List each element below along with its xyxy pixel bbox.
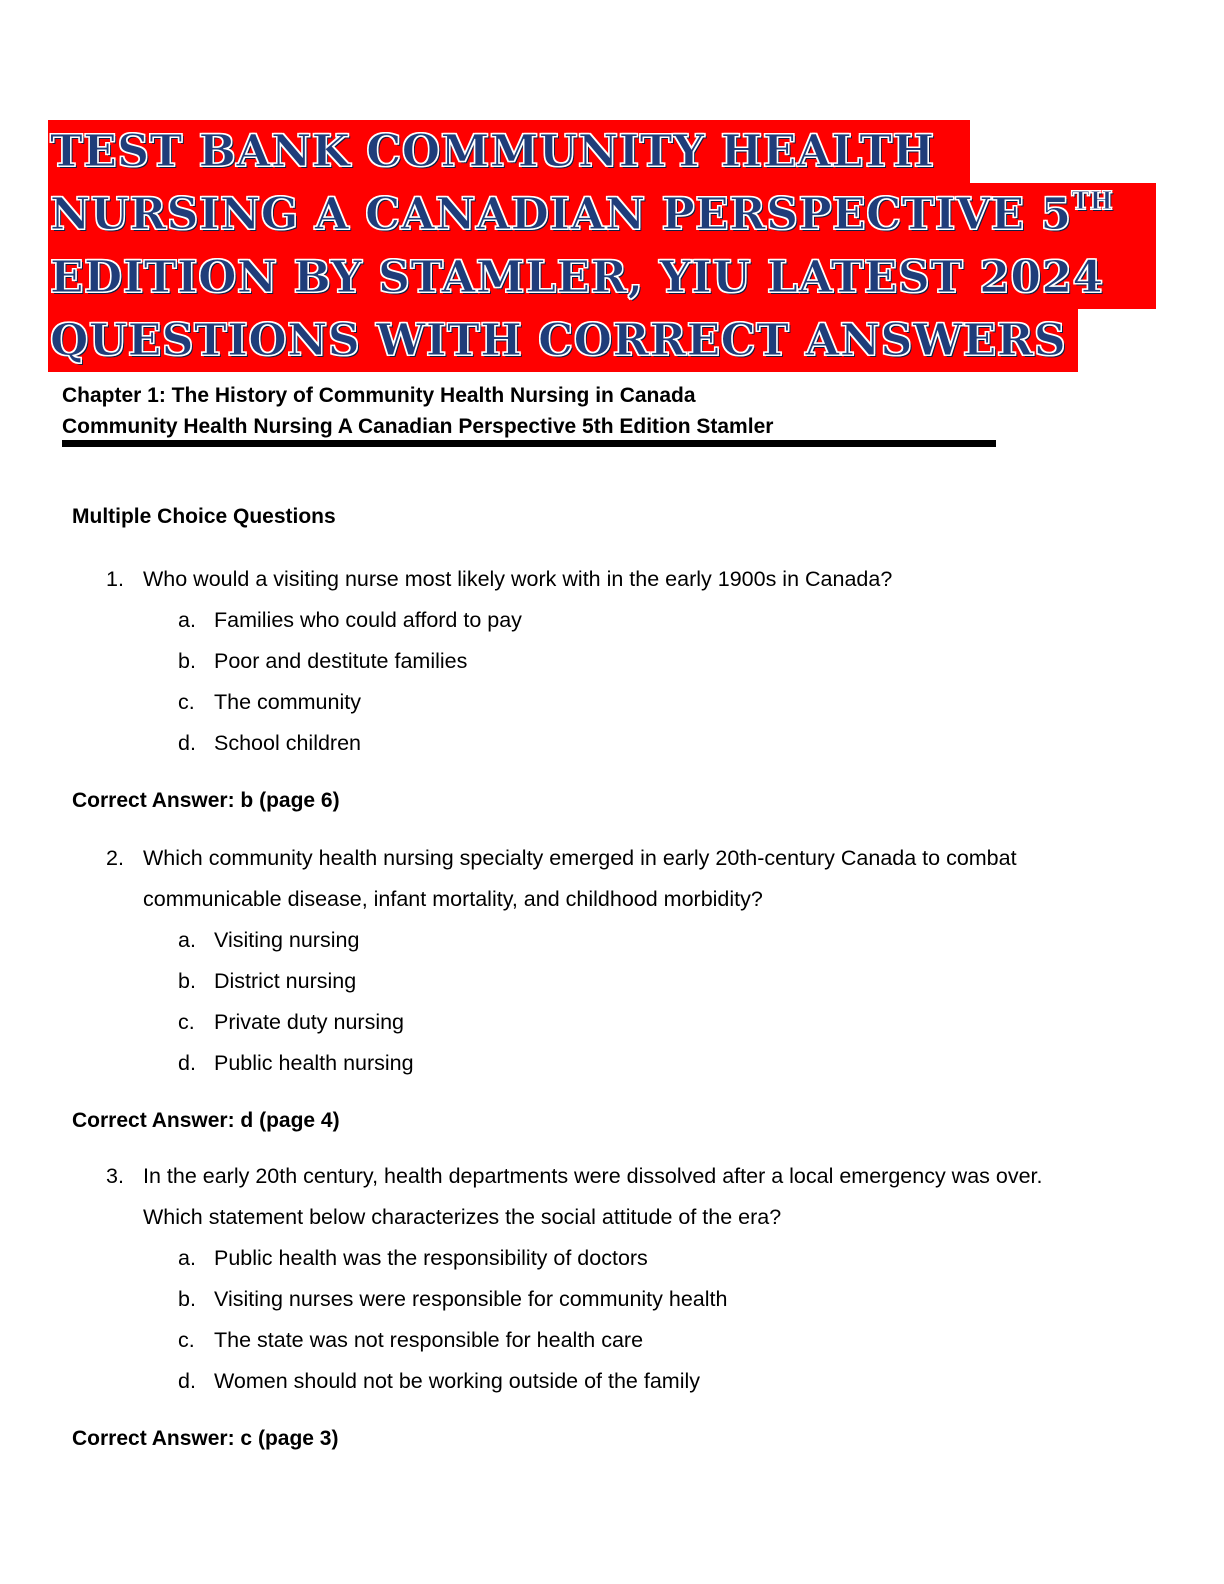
question-text <box>72 879 1172 920</box>
title-line: TEST BANK COMMUNITY HEALTH <box>48 120 970 183</box>
correct-answer: Correct Answer: c (page 3) <box>72 1427 339 1450</box>
question-number: 2. <box>106 846 124 870</box>
divider <box>62 440 996 447</box>
option-text: The state was not responsible for health care <box>214 1328 644 1352</box>
option-letter: b. <box>178 649 196 673</box>
option-text: Visiting nursing <box>214 928 360 952</box>
book-title: Community Health Nursing A Canadian Perspective 5th Edition Stamler <box>62 415 774 438</box>
chapter-title: Chapter 1: The History of Community Health Nursing in Canada <box>62 384 696 407</box>
question <box>72 838 1172 1134</box>
option-letter: d. <box>178 731 196 755</box>
question-text <box>72 559 1172 600</box>
option <box>72 1043 1172 1084</box>
title-line: QUESTIONS WITH CORRECT ANSWERS <box>48 309 1078 372</box>
option-text: Women should not be working outside of the family <box>214 1369 701 1393</box>
option-letter: b. <box>178 1287 196 1311</box>
question-text <box>72 838 1172 879</box>
option <box>72 1320 1172 1361</box>
question-line: In the early 20th century, health departments were dissolved after a local emergency was over. <box>143 1164 1043 1188</box>
option-letter: a. <box>178 608 196 632</box>
section-heading: Multiple Choice Questions <box>72 505 336 528</box>
option <box>72 1002 1172 1043</box>
question <box>72 1156 1172 1452</box>
option-letter: b. <box>178 969 196 993</box>
question-line: communicable disease, infant mortality, and childhood morbidity? <box>143 887 763 911</box>
correct-answer: Correct Answer: b (page 6) <box>72 789 340 812</box>
question-text <box>72 1156 1172 1197</box>
option-text: Public health was the responsibility of doctors <box>214 1246 648 1270</box>
option <box>72 961 1172 1002</box>
option-text: Families who could afford to pay <box>214 608 522 632</box>
option-letter: c. <box>178 690 195 714</box>
option-text: The community <box>214 690 361 714</box>
option-letter: a. <box>178 928 196 952</box>
correct-answer: Correct Answer: d (page 4) <box>72 1109 340 1132</box>
option-text: Visiting nurses were responsible for community health <box>214 1287 728 1311</box>
option-text: Public health nursing <box>214 1051 414 1075</box>
option-text: District nursing <box>214 969 357 993</box>
question-line: Which community health nursing specialty emerged in early 20th-century Canada to combat <box>143 846 1017 870</box>
option-text: Poor and destitute families <box>214 649 468 673</box>
title-line <box>48 183 1156 246</box>
option-letter: a. <box>178 1246 196 1270</box>
option <box>72 1279 1172 1320</box>
option-letter: d. <box>178 1369 196 1393</box>
option <box>72 600 1172 641</box>
question-number: 3. <box>106 1164 124 1188</box>
option-letter: d. <box>178 1051 196 1075</box>
title-line: EDITION BY STAMLER, YIU LATEST 2024 <box>48 246 1156 309</box>
option <box>72 682 1172 723</box>
question <box>72 559 1172 814</box>
question-text <box>72 1197 1172 1238</box>
option <box>72 920 1172 961</box>
option-text: Private duty nursing <box>214 1010 405 1034</box>
question-line: Who would a visiting nurse most likely work with in the early 1900s in Canada? <box>143 567 893 591</box>
document-title <box>48 120 1160 372</box>
option-text: School children <box>214 731 362 755</box>
option <box>72 1361 1172 1402</box>
question-line: Which statement below characterizes the social attitude of the era? <box>143 1205 782 1229</box>
title-superscript: TH <box>1071 186 1114 216</box>
option-letter: c. <box>178 1010 195 1034</box>
title-line-text: NURSING A CANADIAN PERSPECTIVE 5 <box>50 189 1072 240</box>
option-letter: c. <box>178 1328 195 1352</box>
option <box>72 723 1172 764</box>
option <box>72 1238 1172 1279</box>
question-number: 1. <box>106 567 124 591</box>
option <box>72 641 1172 682</box>
subtitle <box>62 380 773 442</box>
